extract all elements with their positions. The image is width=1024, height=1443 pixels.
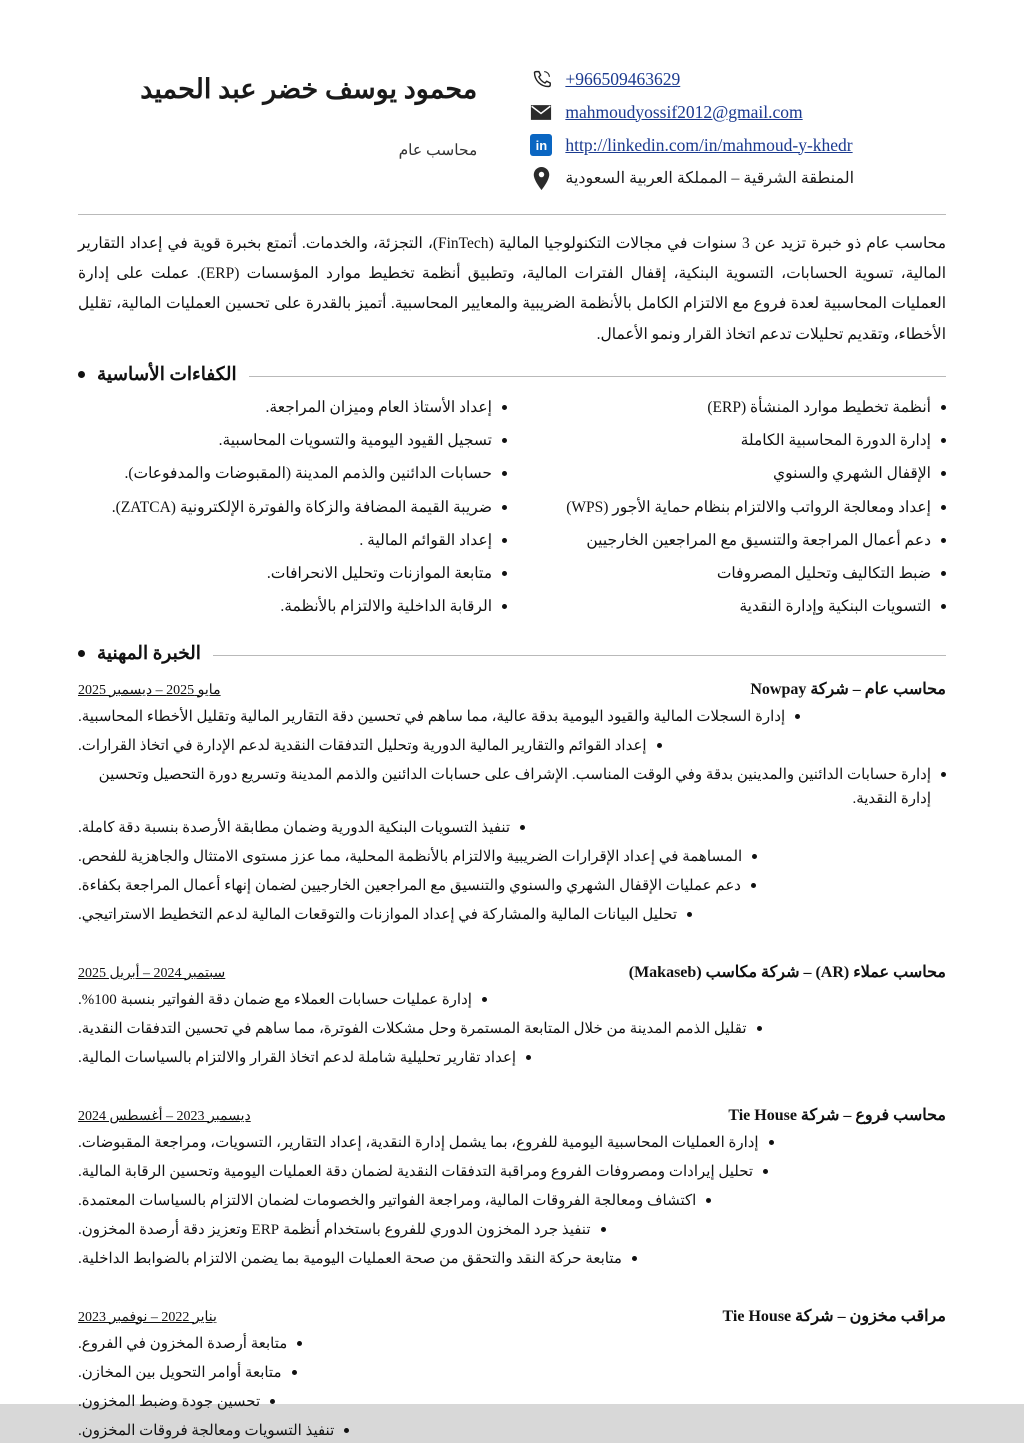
experience-section-title: الخبرة المهنية — [97, 643, 201, 664]
job-point — [78, 1131, 946, 1155]
job-point-text: إدارة حسابات الدائنين والمدينين بدقة وفي الوقت المناسب. الإشراف على حسابات الدائنين والذمم المدينة وتسريع دورة التحصيل وتحسين إدارة النقدية. — [98, 766, 931, 807]
skill-label: الإقفال الشهري والسنوي — [773, 465, 931, 483]
job-role: محاسب فروع – شركة Tie House — [728, 1106, 946, 1124]
bullet-dot — [482, 997, 487, 1002]
skill-label: إعداد القوائم المالية . — [359, 531, 492, 549]
skill-item — [517, 429, 946, 452]
professional-summary: محاسب عام ذو خبرة تزيد عن 3 سنوات في مجالات التكنولوجيا المالية (FinTech)، التجزئة، والخدمات. أتمتع بخبرة قوية في إعداد التقارير المالية، تسوية الحسابات، التسوية البنكية، إقفال الفترات المالية، وتطبيق أنظمة تخطيط موارد المؤسسات (ERP). عملت على إدارة العمليات المحاسبية لعدة فروع مع الالتزام الكامل بالأنظمة الضريبية والمعايير المحاسبية. أتميز بالقدرة على تحسين العمليات المالية، تقليل الأخطاء، وتقديم تحليلات تدعم اتخاذ القرار ونمو الأعمال. — [78, 235, 946, 343]
bullet-dot — [657, 743, 662, 748]
experience-entry — [78, 962, 946, 1070]
phone-number[interactable]: +966509463629 — [565, 68, 681, 89]
bullet-dot — [941, 405, 946, 410]
contact-row-location — [529, 165, 946, 191]
skills-header-bullet — [78, 371, 85, 378]
bullet-dot — [941, 772, 946, 777]
bullet-dot — [344, 1428, 349, 1433]
skill-item — [78, 529, 507, 552]
skill-label: إدارة الدورة المحاسبية الكاملة — [740, 432, 931, 450]
job-point-text: دعم عمليات الإقفال الشهري والسنوي والتنسيق مع المراجعين الخارجيين لضمان إنهاء أعمال المراجعة بكفاءة. — [78, 877, 741, 894]
job-point — [78, 734, 946, 758]
skill-item — [78, 562, 507, 585]
bullet-dot — [941, 471, 946, 476]
job-point — [78, 988, 946, 1012]
job-point — [78, 1390, 946, 1414]
bullet-dot — [270, 1399, 275, 1404]
linkedin-icon — [529, 133, 553, 157]
job-dates: ديسمبر 2023 – أغسطس 2024 — [78, 1108, 251, 1124]
skill-item — [78, 496, 507, 519]
skill-item — [517, 496, 946, 519]
experience-entry-header — [78, 1306, 946, 1326]
job-point-text: متابعة حركة النقد والتحقق من صحة العمليات اليومية بما يضمن الالتزام بالضوابط الداخلية. — [78, 1250, 622, 1267]
experience-entry-header — [78, 1105, 946, 1125]
experience-entry-header — [78, 962, 946, 982]
job-point — [78, 1361, 946, 1385]
skills-column-right — [78, 396, 507, 629]
experience-entry — [78, 1105, 946, 1271]
job-point-text: إدارة العمليات المحاسبية اليومية للفروع، بما يشمل إدارة النقدية، إعداد التقارير، التسويات، ومراجعة المقبوضات. — [78, 1134, 759, 1151]
bullet-dot — [752, 854, 757, 859]
bullet-dot — [757, 1026, 762, 1031]
job-point — [78, 1419, 946, 1443]
skill-label: إعداد ومعالجة الرواتب والالتزام بنظام حماية الأجور (WPS) — [566, 498, 931, 516]
name-block — [78, 60, 477, 160]
job-point — [78, 903, 946, 927]
bullet-dot — [941, 505, 946, 510]
job-point — [78, 763, 946, 811]
resume-header — [78, 60, 946, 198]
job-point-text: إدارة عمليات حسابات العملاء مع ضمان دقة الفواتير بنسبة 100%. — [78, 991, 472, 1008]
location-text: المنطقة الشرقية – المملكة العربية السعودية — [565, 170, 855, 187]
skill-item — [517, 562, 946, 585]
header-divider — [78, 214, 946, 215]
skill-label: حسابات الدائنين والذمم المدينة (المقبوضات والمدفوعات). — [124, 465, 492, 483]
skill-label: متابعة الموازنات وتحليل الانحرافات. — [266, 565, 492, 583]
candidate-title: محاسب عام — [398, 142, 478, 160]
bullet-dot — [502, 571, 507, 576]
contact-row-email[interactable] — [529, 99, 946, 125]
skill-item — [78, 462, 507, 485]
experience-entry — [78, 679, 946, 927]
job-point — [78, 1017, 946, 1041]
skills-section-title: الكفاءات الأساسية — [97, 364, 237, 385]
bullet-dot — [941, 538, 946, 543]
bullet-dot — [502, 405, 507, 410]
skill-item — [517, 529, 946, 552]
section-spacer — [78, 1276, 946, 1292]
email-address[interactable]: mahmoudyossif2012@gmail.com — [565, 101, 803, 122]
contact-row-phone[interactable] — [529, 66, 946, 92]
job-point-text: تحليل إيرادات ومصروفات الفروع ومراقبة التدفقات النقدية لضمان دقة العمليات اليومية وتحسين الرقابة المالية. — [78, 1163, 754, 1180]
skills-column-left — [517, 396, 946, 629]
phone-icon — [529, 67, 553, 91]
experience-header-line — [213, 655, 946, 656]
job-point — [78, 816, 946, 840]
contact-block — [529, 60, 946, 198]
job-point-text: تنفيذ جرد المخزون الدوري للفروع باستخدام أنظمة ERP وتعزيز دقة أرصدة المخزون. — [78, 1221, 591, 1238]
job-point-text: إدارة السجلات المالية والقيود اليومية بدقة عالية، مما ساهم في تحسين دقة التقارير المالية وتقليل الأخطاء المحاسبية. — [78, 708, 786, 725]
skill-label: تسجيل القيود اليومية والتسويات المحاسبية. — [218, 432, 492, 450]
job-point — [78, 1218, 946, 1242]
bullet-dot — [520, 825, 525, 830]
job-point-text: المساهمة في إعداد الإقرارات الضريبية والالتزام بالأنظمة المحلية، مما عزز مستوى الامتثال والجاهزية للفحص. — [78, 848, 743, 865]
candidate-name: محمود يوسف خضر عبد الحميد — [140, 74, 478, 104]
bullet-dot — [795, 714, 800, 719]
skill-label: الرقابة الداخلية والالتزام بالأنظمة. — [280, 598, 492, 616]
job-point — [78, 1247, 946, 1271]
job-point-text: إعداد القوائم والتقارير المالية الدورية وتحليل التدفقات النقدية لدعم الإدارة في اتخاذ القرارات. — [78, 737, 647, 754]
bullet-dot — [502, 604, 507, 609]
skill-label: أنظمة تخطيط موارد المنشأة (ERP) — [707, 398, 931, 416]
skill-label: دعم أعمال المراجعة والتنسيق مع المراجعين الخارجيين — [586, 531, 931, 549]
skill-label: ضريبة القيمة المضافة والزكاة والفوترة الإلكترونية (ZATCA). — [111, 498, 492, 516]
job-point — [78, 1332, 946, 1356]
experience-section-header — [78, 643, 946, 665]
job-point — [78, 1046, 946, 1070]
skill-item — [78, 396, 507, 419]
skill-item — [517, 396, 946, 419]
contact-row-linkedin[interactable] — [529, 132, 946, 158]
bullet-dot — [687, 912, 692, 917]
experience-entry — [78, 1306, 946, 1443]
linkedin-url[interactable]: http://linkedin.com/in/mahmoud-y-khedr — [565, 134, 853, 155]
job-points — [78, 988, 946, 1070]
job-point — [78, 845, 946, 869]
bullet-dot — [751, 883, 756, 888]
job-points — [78, 1131, 946, 1271]
bullet-dot — [502, 471, 507, 476]
job-role: مراقب مخزون – شركة Tie House — [722, 1307, 946, 1325]
section-spacer — [78, 932, 946, 948]
skill-item — [78, 595, 507, 618]
job-point — [78, 874, 946, 898]
linkedin-glyph: in — [530, 134, 552, 156]
bullet-dot — [769, 1140, 774, 1145]
job-point-text: تنفيذ التسويات ومعالجة فروقات المخزون. — [78, 1422, 335, 1439]
job-point — [78, 705, 946, 729]
job-point-text: تحليل البيانات المالية والمشاركة في إعداد الموازنات والتوقعات المالية لدعم التخطيط الاستراتيجي. — [78, 906, 678, 923]
experience-header-bullet — [78, 650, 85, 657]
job-points — [78, 705, 946, 927]
bullet-dot — [941, 438, 946, 443]
job-role: محاسب عام – شركة Nowpay — [750, 680, 946, 698]
skills-columns — [78, 396, 946, 629]
job-point-text: متابعة أرصدة المخزون في الفروع. — [78, 1335, 288, 1352]
skill-label: إعداد الأستاذ العام وميزان المراجعة. — [265, 398, 492, 416]
bullet-dot — [526, 1055, 531, 1060]
bullet-dot — [502, 505, 507, 510]
bullet-dot — [941, 604, 946, 609]
email-icon — [529, 100, 553, 124]
bullet-dot — [502, 538, 507, 543]
job-dates: مايو 2025 – ديسمبر 2025 — [78, 682, 221, 698]
job-dates: يناير 2022 – نوفمبر 2023 — [78, 1309, 217, 1325]
job-point-text: تقليل الذمم المدينة من خلال المتابعة المستمرة وحل مشكلات الفوترة، مما ساهم في تحسين التدفقات النقدية. — [78, 1020, 747, 1037]
bullet-dot — [763, 1169, 768, 1174]
job-point-text: تحسين جودة وضبط المخزون. — [78, 1393, 261, 1410]
location-pin-icon — [529, 166, 553, 190]
job-point-text: اكتشاف ومعالجة الفروقات المالية، ومراجعة الفواتير والخصومات لضمان الالتزام بالسياسات المعتمدة. — [78, 1192, 697, 1209]
job-point-text: إعداد تقارير تحليلية شاملة لدعم اتخاذ القرار والالتزام بالسياسات المالية. — [78, 1049, 517, 1066]
job-dates: سبتمبر 2024 – أبريل 2025 — [78, 965, 226, 981]
skill-item — [78, 429, 507, 452]
job-point-text: متابعة أوامر التحويل بين المخازن. — [78, 1364, 282, 1381]
bullet-dot — [941, 571, 946, 576]
section-spacer — [78, 1075, 946, 1091]
bullet-dot — [297, 1341, 302, 1346]
bullet-dot — [292, 1370, 297, 1375]
bullet-dot — [632, 1256, 637, 1261]
bullet-dot — [502, 438, 507, 443]
skills-section-header — [78, 364, 946, 386]
job-point-text: تنفيذ التسويات البنكية الدورية وضمان مطابقة الأرصدة بنسبة دقة كاملة. — [78, 819, 511, 836]
job-role: محاسب عملاء (AR) – شركة مكاسب (Makaseb) — [628, 963, 946, 981]
job-point — [78, 1189, 946, 1213]
job-point — [78, 1160, 946, 1184]
skills-header-line — [249, 376, 946, 377]
skill-label: التسويات البنكية وإدارة النقدية — [739, 598, 931, 616]
skill-item — [517, 595, 946, 618]
experience-entry-header — [78, 679, 946, 699]
job-points — [78, 1332, 946, 1443]
skill-item — [517, 462, 946, 485]
bullet-dot — [706, 1198, 711, 1203]
bullet-dot — [601, 1227, 606, 1232]
skill-label: ضبط التكاليف وتحليل المصروفات — [716, 565, 931, 583]
